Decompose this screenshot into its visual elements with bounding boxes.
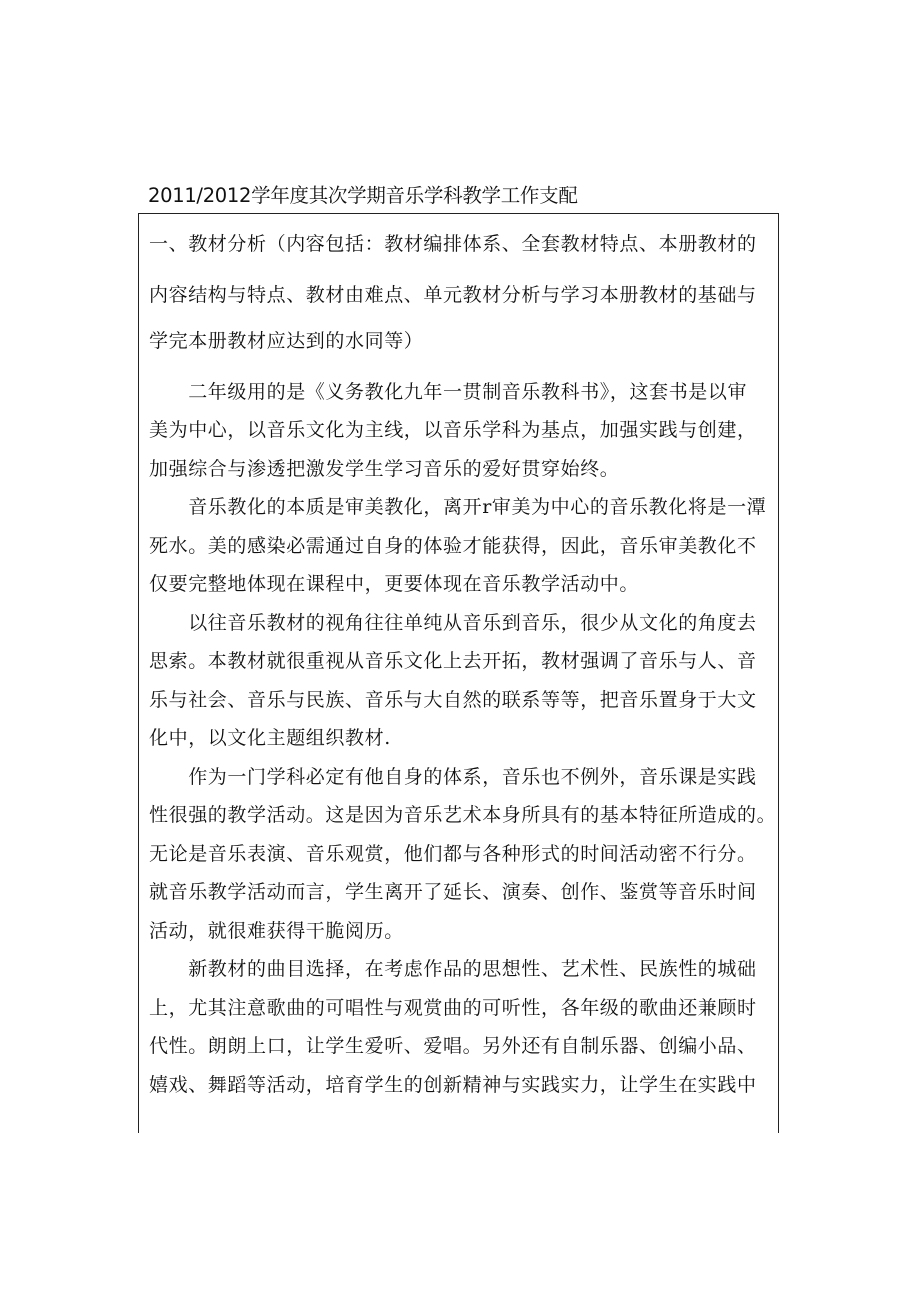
text-line: 思索。本教材就很重视从音乐文化上去开拓，教材强调了音乐与人、音 [149, 650, 757, 672]
text-line: 仅要完整地体现在课程中，更要体现在音乐教学活动中。 [149, 573, 640, 595]
text-line: 代性。朗朗上口，让学生爱听、爱唱。另外还有自制乐器、创编小品、 [149, 1035, 757, 1057]
text-line: 死水。美的感染必需通过自身的体验才能获得，因此，音乐审美教化不 [149, 535, 757, 557]
text-line: 美为中心，以音乐文化为主线，以音乐学科为基点，加强实践与创建， [149, 419, 757, 441]
text-line: 加强综合与渗透把激发学生学习音乐的爱好贯穿始终。 [149, 458, 620, 480]
text-line: 音乐教化的本质是审美教化，离开r审美为中心的音乐教化将是一潭 [149, 496, 767, 518]
text-line: 二年级用的是《义务教化九年一贯制音乐教科书》，这套书是以审 [149, 381, 748, 403]
text-line: 一、教材分析（内容包括：教材编排体系、全套教材特点、本册教材的 [149, 233, 757, 255]
document-title: 2011/2012学年度其次学期音乐学科教学工作支配 [148, 184, 578, 207]
text-line: 上，尤其注意歌曲的可唱性与观赏曲的可听性，各年级的歌曲还兼顾时 [149, 997, 757, 1019]
text-line: 作为一门学科必定有他自身的体系，音乐也不例外，音乐课是实践 [149, 766, 757, 788]
text-line: 新教材的曲目选择，在考虑作品的思想性、艺术性、民族性的城础 [149, 958, 757, 980]
content-box [138, 213, 779, 1133]
text-line: 无论是音乐表演、音乐观赏，他们都与各种形式的时间活动密不行分。 [149, 843, 757, 865]
text-line: 化中，以文化主题组织教材. [149, 727, 391, 749]
text-line: 以往音乐教材的视角往往单纯从音乐到音乐，很少从文化的角度去 [149, 612, 757, 634]
text-line: 内容结构与特点、教材由难点、单元教材分析与学习本册教材的基础与 [149, 284, 757, 306]
text-line: 乐与社会、音乐与民族、音乐与大自然的联系等等，把音乐置身于大文 [149, 689, 757, 711]
text-line: 学完本册教材应达到的水同等） [149, 330, 424, 352]
text-line: 就音乐教学活动而言，学生离开了延长、演奏、创作、鉴赏等音乐时间 [149, 881, 757, 903]
text-line: 嬉戏、舞蹈等活动，培育学生的创新精神与实践实力，让学生在实践中 [149, 1074, 757, 1096]
text-line: 性很强的教学活动。这是因为音乐艺术本身所具有的基本特征所造成的。 [149, 804, 777, 826]
text-line: 活动，就很难获得干脆阅历。 [149, 920, 404, 942]
